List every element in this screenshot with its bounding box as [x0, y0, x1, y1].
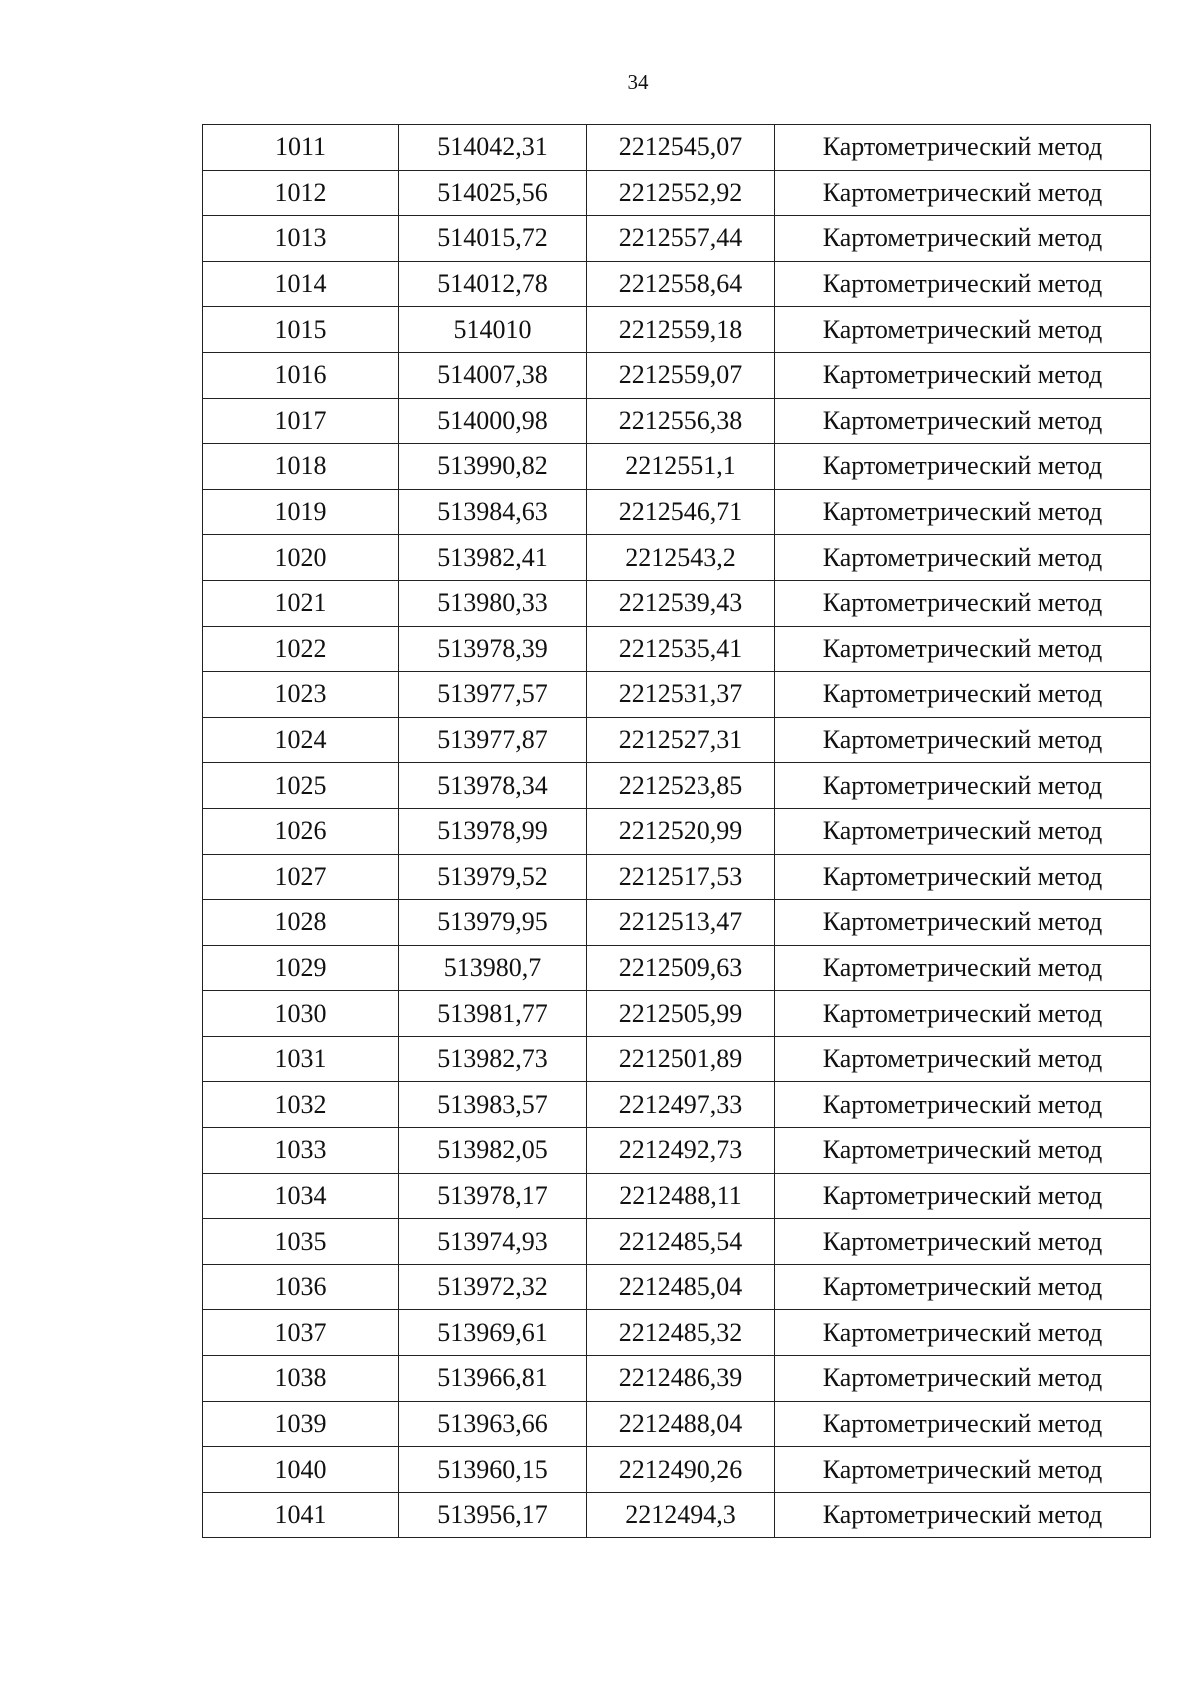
point-number-cell: 1020 [203, 535, 399, 581]
point-number-cell: 1037 [203, 1310, 399, 1356]
x-coordinate-cell: 514007,38 [399, 352, 587, 398]
table-row [203, 854, 1151, 900]
y-coordinate-cell: 2212485,04 [587, 1264, 775, 1310]
method-cell: Картометрический метод [775, 398, 1151, 444]
y-coordinate-cell: 2212558,64 [587, 261, 775, 307]
x-coordinate-cell: 513980,7 [399, 945, 587, 991]
table-row [203, 307, 1151, 353]
method-cell: Картометрический метод [775, 626, 1151, 672]
point-number-cell: 1031 [203, 1036, 399, 1082]
x-coordinate-cell: 513980,33 [399, 580, 587, 626]
method-cell: Картометрический метод [775, 1310, 1151, 1356]
point-number-cell: 1033 [203, 1128, 399, 1174]
method-cell: Картометрический метод [775, 1401, 1151, 1447]
method-cell: Картометрический метод [775, 535, 1151, 581]
table-row [203, 1173, 1151, 1219]
table-row [203, 535, 1151, 581]
y-coordinate-cell: 2212497,33 [587, 1082, 775, 1128]
y-coordinate-cell: 2212520,99 [587, 808, 775, 854]
table-row [203, 1219, 1151, 1265]
method-cell: Картометрический метод [775, 1036, 1151, 1082]
method-cell: Картометрический метод [775, 261, 1151, 307]
table-row [203, 1447, 1151, 1493]
point-number-cell: 1040 [203, 1447, 399, 1493]
point-number-cell: 1030 [203, 991, 399, 1037]
table-row [203, 580, 1151, 626]
point-number-cell: 1035 [203, 1219, 399, 1265]
point-number-cell: 1015 [203, 307, 399, 353]
table-row [203, 1401, 1151, 1447]
y-coordinate-cell: 2212505,99 [587, 991, 775, 1037]
point-number-cell: 1016 [203, 352, 399, 398]
x-coordinate-cell: 513977,87 [399, 717, 587, 763]
y-coordinate-cell: 2212535,41 [587, 626, 775, 672]
method-cell: Картометрический метод [775, 900, 1151, 946]
method-cell: Картометрический метод [775, 125, 1151, 171]
method-cell: Картометрический метод [775, 1219, 1151, 1265]
x-coordinate-cell: 514010 [399, 307, 587, 353]
y-coordinate-cell: 2212539,43 [587, 580, 775, 626]
x-coordinate-cell: 513982,73 [399, 1036, 587, 1082]
method-cell: Картометрический метод [775, 1447, 1151, 1493]
y-coordinate-cell: 2212494,3 [587, 1492, 775, 1538]
x-coordinate-cell: 513981,77 [399, 991, 587, 1037]
y-coordinate-cell: 2212527,31 [587, 717, 775, 763]
method-cell: Картометрический метод [775, 854, 1151, 900]
y-coordinate-cell: 2212488,04 [587, 1401, 775, 1447]
y-coordinate-cell: 2212556,38 [587, 398, 775, 444]
point-number-cell: 1017 [203, 398, 399, 444]
table-row [203, 672, 1151, 718]
point-number-cell: 1028 [203, 900, 399, 946]
x-coordinate-cell: 514042,31 [399, 125, 587, 171]
method-cell: Картометрический метод [775, 945, 1151, 991]
method-cell: Картометрический метод [775, 991, 1151, 1037]
method-cell: Картометрический метод [775, 1082, 1151, 1128]
method-cell: Картометрический метод [775, 580, 1151, 626]
point-number-cell: 1012 [203, 170, 399, 216]
y-coordinate-cell: 2212543,2 [587, 535, 775, 581]
y-coordinate-cell: 2212545,07 [587, 125, 775, 171]
x-coordinate-cell: 513963,66 [399, 1401, 587, 1447]
table-row [203, 900, 1151, 946]
table-row [203, 489, 1151, 535]
table-body [203, 125, 1151, 1538]
method-cell: Картометрический метод [775, 808, 1151, 854]
y-coordinate-cell: 2212559,18 [587, 307, 775, 353]
table-row [203, 1492, 1151, 1538]
point-number-cell: 1023 [203, 672, 399, 718]
method-cell: Картометрический метод [775, 170, 1151, 216]
x-coordinate-cell: 513978,17 [399, 1173, 587, 1219]
table-row [203, 444, 1151, 490]
coordinates-table [202, 124, 1151, 1538]
point-number-cell: 1029 [203, 945, 399, 991]
y-coordinate-cell: 2212523,85 [587, 763, 775, 809]
y-coordinate-cell: 2212552,92 [587, 170, 775, 216]
x-coordinate-cell: 513978,39 [399, 626, 587, 672]
y-coordinate-cell: 2212531,37 [587, 672, 775, 718]
method-cell: Картометрический метод [775, 763, 1151, 809]
table-row [203, 763, 1151, 809]
x-coordinate-cell: 514012,78 [399, 261, 587, 307]
table-row [203, 1310, 1151, 1356]
method-cell: Картометрический метод [775, 672, 1151, 718]
x-coordinate-cell: 513984,63 [399, 489, 587, 535]
x-coordinate-cell: 513956,17 [399, 1492, 587, 1538]
method-cell: Картометрический метод [775, 1173, 1151, 1219]
table-row [203, 808, 1151, 854]
method-cell: Картометрический метод [775, 352, 1151, 398]
y-coordinate-cell: 2212492,73 [587, 1128, 775, 1174]
x-coordinate-cell: 513972,32 [399, 1264, 587, 1310]
point-number-cell: 1018 [203, 444, 399, 490]
point-number-cell: 1013 [203, 216, 399, 262]
y-coordinate-cell: 2212485,54 [587, 1219, 775, 1265]
page-number: 34 [627, 70, 649, 94]
y-coordinate-cell: 2212559,07 [587, 352, 775, 398]
table-row [203, 717, 1151, 763]
x-coordinate-cell: 513990,82 [399, 444, 587, 490]
point-number-cell: 1039 [203, 1401, 399, 1447]
table-row [203, 125, 1151, 171]
x-coordinate-cell: 514015,72 [399, 216, 587, 262]
table-row [203, 170, 1151, 216]
point-number-cell: 1026 [203, 808, 399, 854]
x-coordinate-cell: 514025,56 [399, 170, 587, 216]
point-number-cell: 1027 [203, 854, 399, 900]
x-coordinate-cell: 513969,61 [399, 1310, 587, 1356]
method-cell: Картометрический метод [775, 307, 1151, 353]
point-number-cell: 1024 [203, 717, 399, 763]
table-row [203, 261, 1151, 307]
x-coordinate-cell: 514000,98 [399, 398, 587, 444]
y-coordinate-cell: 2212509,63 [587, 945, 775, 991]
point-number-cell: 1036 [203, 1264, 399, 1310]
table-row [203, 398, 1151, 444]
x-coordinate-cell: 513982,41 [399, 535, 587, 581]
method-cell: Картометрический метод [775, 1264, 1151, 1310]
x-coordinate-cell: 513960,15 [399, 1447, 587, 1493]
method-cell: Картометрический метод [775, 444, 1151, 490]
method-cell: Картометрический метод [775, 1356, 1151, 1402]
point-number-cell: 1011 [203, 125, 399, 171]
method-cell: Картометрический метод [775, 1492, 1151, 1538]
x-coordinate-cell: 513979,95 [399, 900, 587, 946]
table-row [203, 1128, 1151, 1174]
point-number-cell: 1019 [203, 489, 399, 535]
table-row [203, 945, 1151, 991]
y-coordinate-cell: 2212488,11 [587, 1173, 775, 1219]
table-row [203, 991, 1151, 1037]
x-coordinate-cell: 513977,57 [399, 672, 587, 718]
point-number-cell: 1014 [203, 261, 399, 307]
x-coordinate-cell: 513966,81 [399, 1356, 587, 1402]
table-row [203, 352, 1151, 398]
method-cell: Картометрический метод [775, 489, 1151, 535]
x-coordinate-cell: 513979,52 [399, 854, 587, 900]
table-row [203, 626, 1151, 672]
point-number-cell: 1022 [203, 626, 399, 672]
x-coordinate-cell: 513978,34 [399, 763, 587, 809]
method-cell: Картометрический метод [775, 717, 1151, 763]
x-coordinate-cell: 513974,93 [399, 1219, 587, 1265]
y-coordinate-cell: 2212490,26 [587, 1447, 775, 1493]
point-number-cell: 1038 [203, 1356, 399, 1402]
method-cell: Картометрический метод [775, 216, 1151, 262]
y-coordinate-cell: 2212557,44 [587, 216, 775, 262]
point-number-cell: 1032 [203, 1082, 399, 1128]
point-number-cell: 1025 [203, 763, 399, 809]
y-coordinate-cell: 2212551,1 [587, 444, 775, 490]
table-row [203, 216, 1151, 262]
x-coordinate-cell: 513983,57 [399, 1082, 587, 1128]
y-coordinate-cell: 2212501,89 [587, 1036, 775, 1082]
y-coordinate-cell: 2212546,71 [587, 489, 775, 535]
y-coordinate-cell: 2212513,47 [587, 900, 775, 946]
point-number-cell: 1041 [203, 1492, 399, 1538]
method-cell: Картометрический метод [775, 1128, 1151, 1174]
y-coordinate-cell: 2212486,39 [587, 1356, 775, 1402]
x-coordinate-cell: 513982,05 [399, 1128, 587, 1174]
y-coordinate-cell: 2212517,53 [587, 854, 775, 900]
table-row [203, 1036, 1151, 1082]
point-number-cell: 1034 [203, 1173, 399, 1219]
table-row [203, 1356, 1151, 1402]
table-row [203, 1082, 1151, 1128]
x-coordinate-cell: 513978,99 [399, 808, 587, 854]
table-row [203, 1264, 1151, 1310]
point-number-cell: 1021 [203, 580, 399, 626]
y-coordinate-cell: 2212485,32 [587, 1310, 775, 1356]
